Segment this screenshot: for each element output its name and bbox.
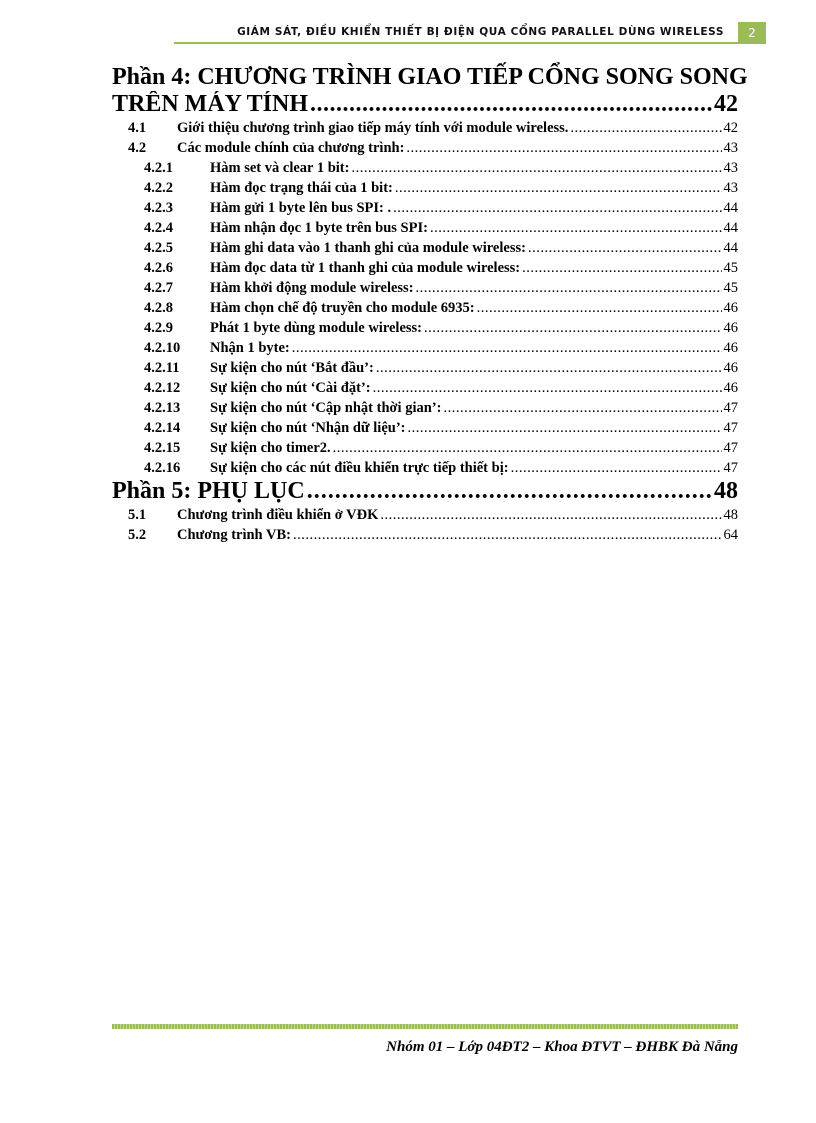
toc-page-number: 46	[723, 320, 738, 336]
footer-text: Nhóm 01 – Lớp 04ĐT2 – Khoa ĐTVT – ĐHBK Đà Nẵng	[386, 1039, 738, 1055]
toc-entry-number: 4.2.13	[144, 400, 181, 416]
toc-entry-4-2-5[interactable]	[112, 238, 738, 258]
toc-entry-number: 4.2.12	[144, 380, 181, 396]
toc-entry-5-2[interactable]	[112, 525, 738, 545]
toc-part-5[interactable]	[112, 478, 738, 505]
toc-entry-title: Sự kiện cho nút ‘Bắt đầu’:	[210, 360, 374, 376]
toc-page-number: 47	[723, 420, 738, 436]
toc-entry-number: 4.2.9	[144, 320, 173, 336]
toc-entry-title: Sự kiện cho nút ‘Nhận dữ liệu’:	[210, 420, 406, 436]
dot-leader	[511, 458, 722, 478]
toc-part-5-title: Phần 5: PHỤ LỤC	[112, 478, 305, 504]
toc-entry-number: 4.2.15	[144, 440, 181, 456]
dot-leader	[570, 118, 721, 138]
toc-page-number: 46	[723, 360, 738, 376]
toc-page-number: 47	[723, 400, 738, 416]
toc-entry-title: Giới thiệu chương trình giao tiếp máy tính với module wireless.	[177, 120, 569, 136]
toc-entry-title: Sự kiện cho nút ‘Cài đặt’:	[210, 380, 371, 396]
toc-entry-title: Hàm nhận đọc 1 byte trên bus SPI:	[210, 220, 428, 236]
toc-entry-title: Hàm đọc trạng thái của 1 bit:	[210, 180, 393, 196]
toc-entry-4-2-4[interactable]	[112, 218, 738, 238]
toc-entry-title: Hàm gửi 1 byte lên bus SPI: .	[210, 200, 392, 216]
toc-entry-number: 4.2.6	[144, 260, 173, 276]
toc-entry-title: Hàm chọn chế độ truyền cho module 6935:	[210, 300, 475, 316]
toc-entry-4-2-15[interactable]	[112, 438, 738, 458]
toc-entry-4-2-7[interactable]	[112, 278, 738, 298]
toc-entry-title: Chương trình VB:	[177, 527, 291, 543]
toc-page-number: 42	[723, 120, 738, 136]
toc-entry-4-2-16[interactable]	[112, 458, 738, 478]
toc-entry-number: 4.2.7	[144, 280, 173, 296]
toc-entry-title: Sự kiện cho các nút điều khiển trực tiếp thiết bị:	[210, 460, 509, 476]
dot-leader	[430, 218, 722, 238]
document-title: GIÁM SÁT, ĐIỀU KHIỂN THIẾT BỊ ĐIỆN QUA CỔNG PARALLEL DÙNG WIRELESS	[237, 26, 724, 38]
dot-leader	[407, 418, 721, 438]
dot-leader	[406, 138, 721, 158]
dot-leader	[333, 438, 722, 458]
dot-leader	[528, 238, 722, 258]
toc-page-number: 43	[723, 160, 738, 176]
toc-entry-4-2-10[interactable]	[112, 338, 738, 358]
toc-page-number: 45	[723, 280, 738, 296]
toc-page-number: 44	[723, 220, 738, 236]
toc-entry-5-1[interactable]	[112, 505, 738, 525]
toc-entry-title: Hàm đọc data từ 1 thanh ghi của module wireless:	[210, 260, 521, 276]
toc-entry-title: Sự kiện cho nút ‘Cập nhật thời gian’:	[210, 400, 442, 416]
toc-page-number: 64	[723, 527, 738, 543]
toc-entry-4-2-6[interactable]	[112, 258, 738, 278]
toc-entry-number: 4.2.8	[144, 300, 173, 316]
page-number: 2	[738, 22, 766, 44]
toc-entry-title: Hàm khởi động module wireless:	[210, 280, 414, 296]
toc-entry-title: Nhận 1 byte:	[210, 340, 290, 356]
dot-leader	[351, 158, 721, 178]
toc-page-number: 47	[723, 440, 738, 456]
toc-page-number: 44	[723, 240, 738, 256]
toc-entry-number: 4.2.4	[144, 220, 173, 236]
toc-entry-number: 4.1	[128, 120, 147, 136]
dot-leader	[310, 91, 712, 118]
dot-leader	[292, 338, 722, 358]
dot-leader	[395, 178, 722, 198]
toc-page-number: 45	[723, 260, 738, 276]
table-of-contents	[112, 64, 748, 545]
toc-entry-4-2[interactable]	[112, 138, 738, 158]
footer-rule	[112, 1024, 738, 1029]
toc-page-number: 44	[723, 200, 738, 216]
toc-entry-4-2-11[interactable]	[112, 358, 738, 378]
toc-part-4-title-line1: Phần 4: CHƯƠNG TRÌNH GIAO TIẾP CỔNG SONG SONG	[112, 64, 748, 90]
toc-entry-4-1[interactable]	[112, 118, 738, 138]
dot-leader	[380, 505, 721, 525]
toc-entry-4-2-8[interactable]	[112, 298, 738, 318]
toc-entry-number: 4.2.11	[144, 360, 180, 376]
toc-entry-4-2-14[interactable]	[112, 418, 738, 438]
toc-entry-number: 4.2.1	[144, 160, 173, 176]
dot-leader	[393, 198, 721, 218]
toc-entry-number: 4.2.10	[144, 340, 181, 356]
toc-page-number: 42	[714, 91, 738, 117]
toc-page-number: 47	[723, 460, 738, 476]
dot-leader	[376, 358, 722, 378]
toc-entry-title: Chương trình điều khiển ở VĐK	[177, 507, 379, 523]
dot-leader	[293, 525, 722, 545]
dot-leader	[424, 318, 721, 338]
dot-leader	[522, 258, 721, 278]
toc-entry-title: Hàm ghi data vào 1 thanh ghi của module wireless:	[210, 240, 526, 256]
toc-entry-number: 5.2	[128, 527, 147, 543]
toc-page-number: 48	[723, 507, 738, 523]
toc-part-4-title-line2: TRÊN MÁY TÍNH	[112, 91, 309, 117]
dot-leader	[443, 398, 721, 418]
toc-page-number: 46	[723, 380, 738, 396]
toc-page-number: 43	[723, 180, 738, 196]
toc-page-number: 48	[714, 478, 738, 504]
toc-entry-4-2-9[interactable]	[112, 318, 738, 338]
toc-entry-title: Phát 1 byte dùng module wireless:	[210, 320, 423, 336]
toc-part-4[interactable]	[112, 64, 748, 118]
toc-entry-title: Các module chính của chương trình:	[177, 140, 405, 156]
toc-entry-title: Hàm set và clear 1 bit:	[210, 160, 350, 176]
dot-leader	[416, 278, 722, 298]
toc-page-number: 46	[723, 340, 738, 356]
dot-leader	[373, 378, 722, 398]
toc-entry-4-2-12[interactable]	[112, 378, 738, 398]
toc-page-number: 43	[723, 140, 738, 156]
toc-entry-number: 4.2	[128, 140, 147, 156]
toc-entry-title: Sự kiện cho timer2.	[210, 440, 331, 456]
toc-page-number: 46	[723, 300, 738, 316]
toc-entry-number: 5.1	[128, 507, 147, 523]
page-header	[112, 22, 738, 48]
header-rule	[174, 42, 738, 44]
dot-leader	[307, 478, 712, 505]
toc-entry-number: 4.2.2	[144, 180, 173, 196]
toc-entry-number: 4.2.16	[144, 460, 181, 476]
toc-entry-4-2-2[interactable]	[112, 178, 738, 198]
toc-entry-number: 4.2.3	[144, 200, 173, 216]
toc-entry-number: 4.2.14	[144, 420, 181, 436]
toc-entry-number: 4.2.5	[144, 240, 173, 256]
dot-leader	[477, 298, 722, 318]
toc-entry-4-2-1[interactable]	[112, 158, 738, 178]
toc-entry-4-2-3[interactable]	[112, 198, 738, 218]
toc-entry-4-2-13[interactable]	[112, 398, 738, 418]
